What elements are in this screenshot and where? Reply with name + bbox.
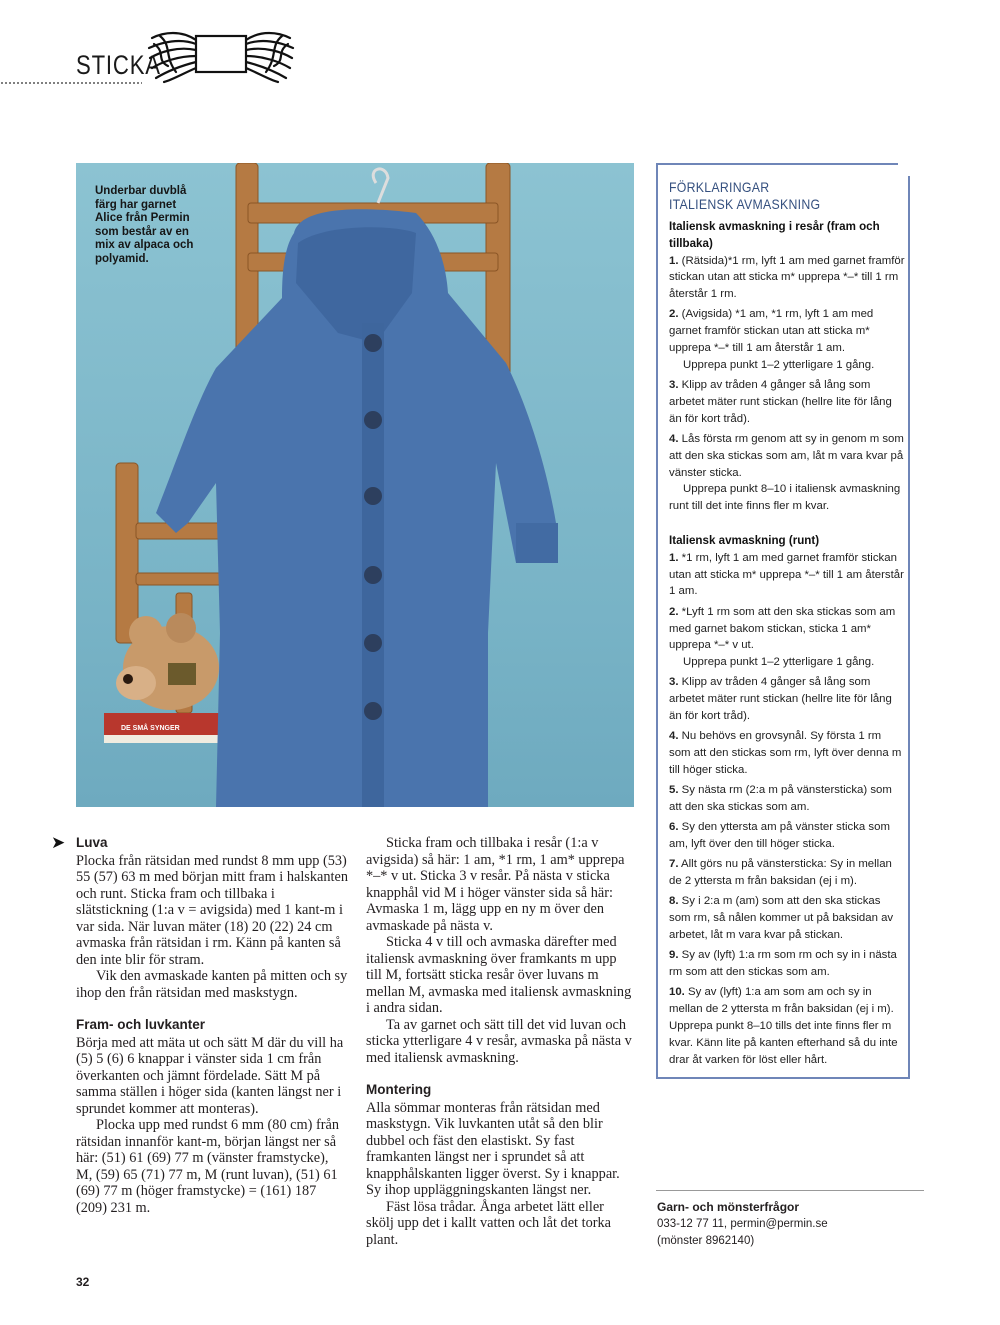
- luva-paragraph-1: Plocka från rätsidan med rundst 8 mm upp (53) 55 (57) 63 m med början mitt fram i halskanten och runt. Sticka fram och tillbaka i slätstickning (1:a v = avigsida) med 1 kant-m i var sida. När luvan mäter (18) 20 (22) 24 cm avmaska från rätsidan i rm. Känn på kanten så den inte blir för stram.: [76, 852, 348, 968]
- col2-paragraph-2: Sticka 4 v till och avmaska därefter med italiensk avmaskning över framkants m upp till M, fortsätt sticka resår över luvans m mellan M, avmaska med italiensk avmaskning i andra sidan.: [366, 934, 632, 1016]
- step-number: 7.: [669, 858, 679, 871]
- step-item: [669, 674, 905, 724]
- contact-box: [657, 1199, 927, 1250]
- step-note: Upprepa punkt 1–2 ytterligare 1 gång.: [683, 656, 875, 669]
- step-number: 6.: [669, 821, 679, 834]
- section-title: STICKA: [76, 50, 161, 80]
- kanter-heading: Fram- och luvkanter: [76, 1017, 206, 1032]
- montering-heading: Montering: [366, 1082, 432, 1097]
- step-number: 10.: [669, 986, 685, 999]
- step-text: Klipp av tråden 4 gånger så lång som arbetet mäter runt stickan (hellre lite för lång än för kort tråd).: [669, 379, 892, 425]
- step-item: [669, 984, 905, 1068]
- step-text: Sy av (lyft) 1:a rm som rm och sy in i nästa rm som att den stickas som am.: [669, 949, 897, 979]
- step-text: Sy i 2:a m (am) som att den ska stickas som rm, så nålen kommer ut på baksidan av arbetet, låt m vara kvar på stickan.: [669, 895, 894, 942]
- step-number: 1.: [669, 551, 679, 564]
- step-text: Sy av (lyft) 1:a am som am och sy in mellan de 2 yttersta m från baksidan (ej i m). Upprepa punkt 8–10 tills det inte finns fler m kvar. Känn lite på kanten efterhand så du inte drar åt varken för löst eller hårt.: [669, 986, 898, 1066]
- step-item: [669, 604, 905, 671]
- montering-paragraph-1: Alla sömmar monteras från rätsidan med maskstygn. Vik luvkanten utåt så den blir dubbel och fäst den elastiskt. Sy fast framkanten längst ner i sprundet så att knapphålskanten ligger överst. Sy i knappar. Sy ihop uppläggningskanten längst ner.: [366, 1099, 620, 1198]
- step-text: Lås första rm genom att sy in genom m som att den ska stickas som am, låt m vara kvar på vänster sticka.: [669, 433, 904, 479]
- luva-heading: Luva: [76, 835, 108, 850]
- step-text: (Avigsida) *1 am, *1 rm, lyft 1 am med garnet framför stickan utan att sticka m* upprepa *–* till 1 am återstår 1 am.: [669, 308, 874, 355]
- step-number: 8.: [669, 895, 679, 908]
- step-text: Sy nästa rm (2:a m på vänstersticka) som att den ska stickas som am.: [669, 784, 892, 813]
- step-item: [669, 728, 905, 778]
- step-text: (Rätsida)*1 rm, lyft 1 am med garnet framför stickan utan att sticka m* upprepa *–* till 1 rm återstår 1 rm.: [669, 254, 905, 301]
- step-text: Allt görs nu på vänstersticka: Sy in mellan de 2 yttersta m från baksidan (ej i m).: [669, 858, 892, 888]
- step-number: 5.: [669, 784, 679, 797]
- step-text: *1 rm, lyft 1 am med garnet framför stickan utan att sticka m* upprepa *–* till 1 am återstår 1 am.: [669, 551, 904, 598]
- step-text: Nu behövs en grovsynål. Sy första 1 rm som att den stickas som rm, lyft över denna m till höger sticka.: [669, 730, 902, 776]
- col2-paragraph-3: Ta av garnet och sätt till det vid luvan och sticka ytterligare 4 v resår, avmaska på nästa v med italiensk avmaskning.: [366, 1016, 632, 1066]
- sidebar-title-2: ITALIENSK AVMASKNING: [669, 196, 821, 212]
- step-number: 2.: [669, 308, 679, 321]
- instructions-column-2: [366, 835, 632, 1248]
- step-list-2: [669, 550, 905, 1069]
- sidebar-subheading-1: Italiensk avmaskning i resår (fram och tillbaka): [669, 220, 880, 250]
- contact-title: Garn- och mönsterfrågor: [657, 1200, 800, 1214]
- contact-phone-email: 033-12 77 11, permin@permin.se: [657, 1218, 828, 1230]
- step-list-1: [669, 253, 905, 515]
- page-number: 32: [76, 1275, 90, 1289]
- kanter-paragraph-1: Börja med att mäta ut och sätt M där du vill ha (5) 5 (6) 6 knappar i vänster sida 1 cm från överkanten och jämnt fördelade. Sätt M på samma ställen i höger sida (kanten längst ner i sprundet kommer att monteras).: [76, 1034, 344, 1117]
- step-item: [669, 893, 905, 943]
- sidebar-explanations: [669, 179, 905, 1072]
- yarn-skein-icon: [146, 26, 296, 84]
- header-dotted-rule: [0, 81, 142, 85]
- luva-paragraph-2: Vik den avmaskade kanten på mitten och sy ihop den från rätsidan med maskstygn.: [76, 968, 348, 1001]
- step-item: [669, 782, 905, 816]
- svg-text:DE SMÅ SYNGER: DE SMÅ SYNGER: [121, 725, 180, 732]
- step-number: 3.: [669, 676, 679, 689]
- step-number: 1.: [669, 254, 679, 267]
- step-text: *Lyft 1 rm som att den ska stickas som am med garnet bakom stickan, sticka 1 am* upprepa *–* v ut.: [669, 605, 896, 652]
- arrow-icon: ➤: [51, 833, 66, 852]
- step-item: [669, 306, 905, 373]
- col2-paragraph-1: Sticka fram och tillbaka i resår (1:a v avigsida) så här: 1 am, *1 rm, 1 am* upprepa *–* v ut. Sticka 3 v resår. På nästa v sticka knapphål vid M i höger vänster sida så här: Avmaska 1 m, lägg upp en ny m över den avmaskade på nästa v.: [366, 835, 625, 934]
- contact-divider: [656, 1190, 924, 1191]
- montering-paragraph-2: Fäst lösa trådar. Ånga arbetet lätt eller skölj upp det i kallt vatten och låt det torka plant.: [366, 1198, 611, 1248]
- step-note: Upprepa punkt 1–2 ytterligare 1 gång.: [683, 358, 875, 371]
- step-text: Klipp av tråden 4 gånger så lång som arbetet mäter runt stickan (hellre lite för lång än för kort tråd).: [669, 676, 892, 723]
- step-item: [669, 819, 905, 853]
- photo-caption: Underbar duvblå färg har garnet Alice från Permin som består av en mix av alpaca och polyamid.: [95, 185, 194, 265]
- step-note: Upprepa punkt 8–10 i italiensk avmaskning runt till det inte finns fler m kvar.: [669, 483, 901, 513]
- step-item: [669, 377, 905, 427]
- step-item: [669, 947, 905, 981]
- step-number: 4.: [669, 433, 679, 446]
- instructions-column-1: [76, 835, 348, 1216]
- sidebar-subheading-2: Italiensk avmaskning (runt): [669, 534, 820, 548]
- step-number: 2.: [669, 605, 679, 618]
- step-item: [669, 253, 905, 303]
- kanter-paragraph-2: Plocka upp med rundst 6 mm (80 cm) från rätsidan innanför kant-m, början längst ner så här: (51) 61 (69) 77 m (vänster framstycke), M, (59) 65 (71) 77 m, M (runt luvan), (51) 61 (69) 77 m (höger framstycke) = (161) 187 (209) 231 m.: [76, 1117, 339, 1216]
- sidebar-corner-notch: [898, 160, 914, 176]
- step-item: [669, 550, 905, 600]
- step-number: 4.: [669, 730, 679, 743]
- step-number: 3.: [669, 379, 679, 392]
- step-number: 9.: [669, 949, 679, 962]
- sidebar-title-1: FÖRKLARINGAR: [669, 179, 770, 195]
- contact-pattern-number: (mönster 8962140): [657, 1235, 755, 1247]
- step-item: [669, 431, 905, 515]
- step-text: Sy den yttersta am på vänster sticka som am, lyft över den till höger sticka.: [669, 821, 890, 851]
- step-item: [669, 856, 905, 890]
